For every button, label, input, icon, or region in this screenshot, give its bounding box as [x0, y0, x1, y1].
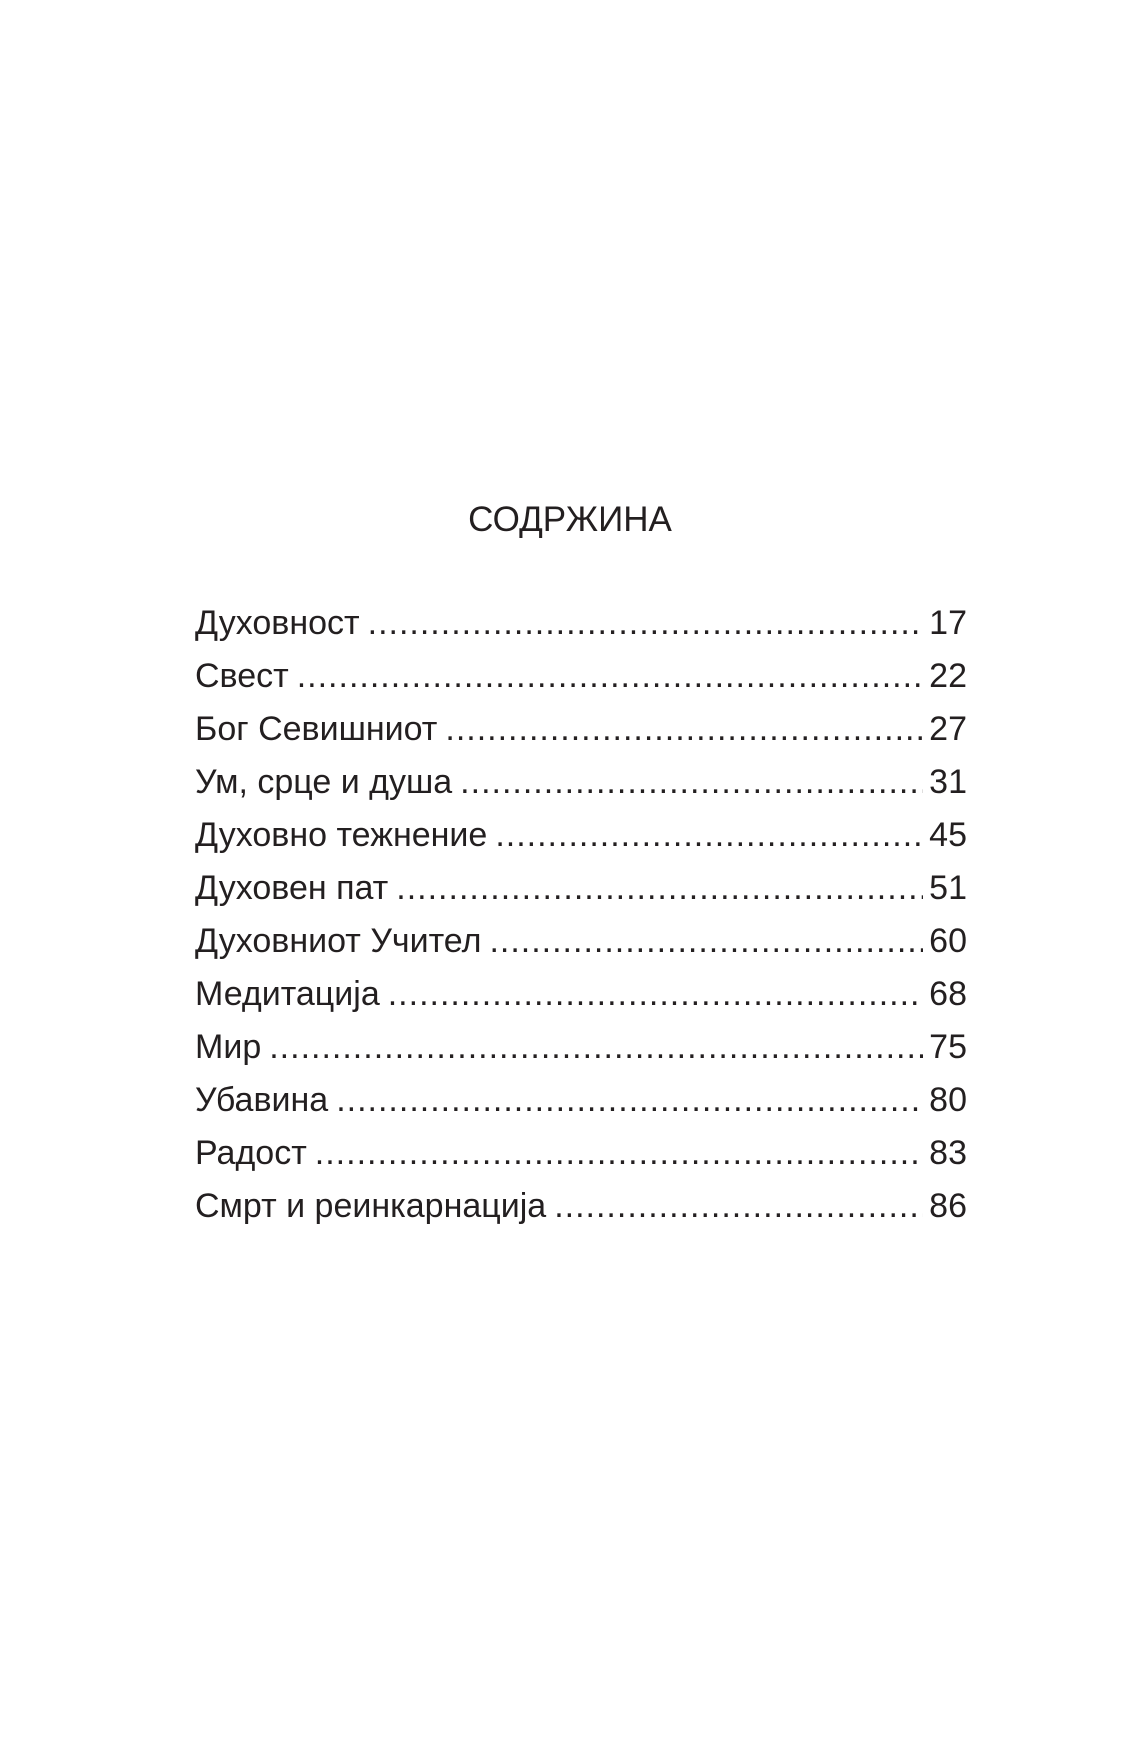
- toc-entry-page: 80: [929, 1081, 967, 1119]
- toc-entry-label: Духовниот Учител: [195, 922, 482, 960]
- toc-entry: [195, 1127, 967, 1180]
- toc-entry-label: Духовност: [195, 604, 360, 642]
- toc-list: [195, 597, 967, 1233]
- toc-entry-page: 60: [929, 922, 967, 960]
- toc-entry: [195, 650, 967, 703]
- toc-dot-leader: [445, 703, 923, 756]
- toc-entry-page: 17: [929, 604, 967, 642]
- toc-entry-label: Смрт и реинкарнација: [195, 1187, 547, 1225]
- toc-entry-page: 22: [929, 657, 967, 695]
- toc-dot-leader: [396, 862, 923, 915]
- toc-dot-leader: [315, 1127, 923, 1180]
- toc-entry: [195, 862, 967, 915]
- toc-entry-page: 27: [929, 710, 967, 748]
- toc-entry: [195, 968, 967, 1021]
- toc-entry-label: Бог Севишниот: [195, 710, 438, 748]
- toc-entry: [195, 1074, 967, 1127]
- toc-entry: [195, 915, 967, 968]
- toc-dot-leader: [495, 809, 923, 862]
- toc-entry-label: Убавина: [195, 1081, 329, 1119]
- toc-entry-page: 68: [929, 975, 967, 1013]
- toc-entry-page: 83: [929, 1134, 967, 1172]
- toc-entry: [195, 597, 967, 650]
- toc-title: СОДРЖИНА: [468, 500, 672, 539]
- toc-entry-page: 75: [929, 1028, 967, 1066]
- toc-dot-leader: [368, 597, 923, 650]
- toc-entry-label: Радост: [195, 1134, 307, 1172]
- toc-entry-label: Духовен пат: [195, 869, 389, 907]
- toc-entry-label: Свест: [195, 657, 289, 695]
- toc-dot-leader: [336, 1074, 923, 1127]
- toc-entry-label: Мир: [195, 1028, 262, 1066]
- toc-dot-leader: [460, 756, 923, 809]
- toc-entry: [195, 703, 967, 756]
- toc-entry: [195, 756, 967, 809]
- toc-entry: [195, 1180, 967, 1233]
- toc-entry-label: Духовно тежнение: [195, 816, 488, 854]
- toc-entry-page: 86: [929, 1187, 967, 1225]
- toc-entry: [195, 809, 967, 862]
- toc-entry: [195, 1021, 967, 1074]
- toc-dot-leader: [297, 650, 923, 703]
- toc-entry-page: 31: [929, 763, 967, 801]
- toc-entry-page: 45: [929, 816, 967, 854]
- toc-dot-leader: [388, 968, 923, 1021]
- toc-dot-leader: [269, 1021, 923, 1074]
- toc-dot-leader: [489, 915, 923, 968]
- toc-dot-leader: [554, 1180, 923, 1233]
- toc-entry-label: Ум, срце и душа: [195, 763, 453, 801]
- toc-entry-page: 51: [929, 869, 967, 907]
- toc-entry-label: Медитација: [195, 975, 380, 1013]
